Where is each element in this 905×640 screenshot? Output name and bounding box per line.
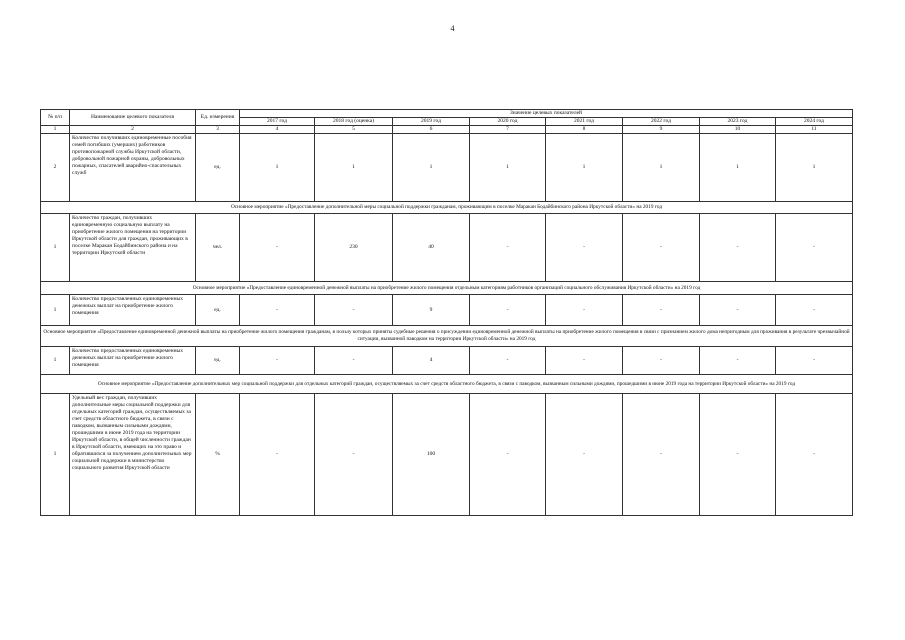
value-cell: 1	[240, 134, 315, 202]
col-number: 2	[70, 126, 196, 134]
value-cell: -	[546, 214, 623, 282]
indicator-unit: ед.	[196, 134, 240, 202]
value-cell: -	[240, 347, 315, 375]
row-num: 2	[41, 134, 70, 202]
col-number: 4	[240, 126, 315, 134]
value-cell: 1	[315, 134, 393, 202]
value-cell: 1	[546, 134, 623, 202]
value-cell: -	[470, 394, 546, 516]
value-cell: 230	[315, 214, 393, 282]
value-cell: 40	[393, 214, 470, 282]
header-year: 2023 год	[700, 118, 776, 126]
header-num: № п/п	[41, 110, 70, 126]
page-number: 4	[450, 24, 455, 33]
section-row	[41, 326, 853, 347]
value-cell: -	[240, 295, 315, 326]
indicator-unit: %	[196, 394, 240, 516]
value-cell: -	[700, 295, 776, 326]
row-num: 1	[41, 295, 70, 326]
value-cell: -	[240, 394, 315, 516]
value-cell: -	[776, 295, 853, 326]
value-cell: -	[470, 295, 546, 326]
section-title: Основное мероприятие «Предоставление единовременной денежной выплаты на приобретение жилого помещения отдельным категориям работников организаций социального обслуживания Иркутской области» на 2019 год	[41, 282, 853, 295]
value-cell: 4	[393, 347, 470, 375]
value-cell: -	[623, 295, 700, 326]
header-values: Значение целевых показателей	[240, 110, 853, 118]
header-unit: Ед. измерения	[196, 110, 240, 126]
col-number: 8	[546, 126, 623, 134]
value-cell: -	[623, 214, 700, 282]
section-row	[41, 282, 853, 295]
table-row	[41, 394, 853, 516]
table-row	[41, 214, 853, 282]
header-year: 2021 год	[546, 118, 623, 126]
header-row-1	[41, 110, 853, 118]
value-cell: -	[240, 214, 315, 282]
value-cell: -	[700, 394, 776, 516]
indicators-table	[40, 109, 853, 516]
header-year: 2020 год	[470, 118, 546, 126]
header-year: 2019 год	[393, 118, 470, 126]
value-cell: -	[776, 394, 853, 516]
col-number: 9	[623, 126, 700, 134]
value-cell: 1	[623, 134, 700, 202]
col-number: 3	[196, 126, 240, 134]
indicator-name: Количество граждан, получивших единовременную социальную выплату на приобретение жилого помещения на территории Иркутской области для граждан, проживающих в поселке Маракан Бодайбинского района и на территории Иркутской области	[70, 214, 196, 282]
value-cell: -	[776, 214, 853, 282]
value-cell: 1	[776, 134, 853, 202]
table-row	[41, 347, 853, 375]
value-cell: 100	[393, 394, 470, 516]
header-name: Наименование целевого показателя	[70, 110, 196, 126]
row-num: 1	[41, 347, 70, 375]
value-cell: -	[623, 394, 700, 516]
col-number: 5	[315, 126, 393, 134]
indicator-name: Количество предоставленных единовременных денежных выплат на приобретение жилого помещения	[70, 347, 196, 375]
value-cell: -	[546, 394, 623, 516]
header-year: 2024 год	[776, 118, 853, 126]
col-number: 10	[700, 126, 776, 134]
row-num: 1	[41, 214, 70, 282]
col-number: 1	[41, 126, 70, 134]
value-cell: -	[700, 347, 776, 375]
header-row-colnums	[41, 126, 853, 134]
value-cell: -	[546, 295, 623, 326]
header-year: 2017 год	[240, 118, 315, 126]
value-cell: 1	[393, 134, 470, 202]
value-cell: -	[776, 347, 853, 375]
indicator-name: Количество получивших единовременные пособия семей погибших (умерших) работников противопожарной службы Иркутской области, добровольной пожарной охраны, добровольных пожарных, спасателей аварийно-спасательных служб	[70, 134, 196, 202]
indicator-name: Количество предоставленных единовременных денежных выплат на приобретение жилого помещения	[70, 295, 196, 326]
section-title: Основное мероприятие «Предоставление единовременной денежной выплаты на приобретение жилого помещения гражданам, в пользу которых приняты судебные решения о присуждении единовременной денежной выплаты на приобретение жилого помещения в связи с признанием жилого дома непригодным для проживания в результате чрезвычайной ситуации, вызванной паводком на территории Иркутской области» на 2019 год	[41, 326, 853, 347]
col-number: 7	[470, 126, 546, 134]
header-year: 2018 год (оценка)	[315, 118, 393, 126]
section-title: Основное мероприятие «Предоставление дополнительных мер социальной поддержки для отдельных категорий граждан, осуществляемых за счет средств областного бюджета, в связи с паводком, вызванным сильными дождями, прошедшими в июне 2019 года на территории Иркутской области» на 2019 год	[41, 375, 853, 394]
indicator-unit: ед.	[196, 295, 240, 326]
value-cell: -	[470, 214, 546, 282]
value-cell: 1	[700, 134, 776, 202]
value-cell: -	[315, 394, 393, 516]
row-num: 1	[41, 394, 70, 516]
section-row	[41, 375, 853, 394]
value-cell: -	[470, 347, 546, 375]
table-row	[41, 134, 853, 202]
value-cell: 1	[470, 134, 546, 202]
value-cell: -	[546, 347, 623, 375]
col-number: 6	[393, 126, 470, 134]
indicator-unit: чел.	[196, 214, 240, 282]
value-cell: -	[315, 295, 393, 326]
indicator-unit: ед.	[196, 347, 240, 375]
table-row	[41, 295, 853, 326]
col-number: 11	[776, 126, 853, 134]
value-cell: -	[315, 347, 393, 375]
value-cell: -	[623, 347, 700, 375]
value-cell: -	[700, 214, 776, 282]
header-year: 2022 год	[623, 118, 700, 126]
value-cell: 9	[393, 295, 470, 326]
section-row	[41, 202, 853, 214]
section-title: Основное мероприятие «Предоставление дополнительной меры социальной поддержки гражданам, проживающим в поселке Маракан Бодайбинского района Иркутской области» на 2019 год	[41, 202, 853, 214]
indicator-name: Удельный вес граждан, получивших дополнительные меры социальной поддержки для отдельных категорий граждан, осуществляемых за счет средств областного бюджета, в связи с паводком, вызванным сильными дождями, прошедшими в июне 2019 года на территории Иркутской области, в общей численности граждан в Иркутской области, имеющих на это право и обратившихся за получением дополнительных мер социальной поддержки в министерство социального развития Иркутской области	[70, 394, 196, 516]
